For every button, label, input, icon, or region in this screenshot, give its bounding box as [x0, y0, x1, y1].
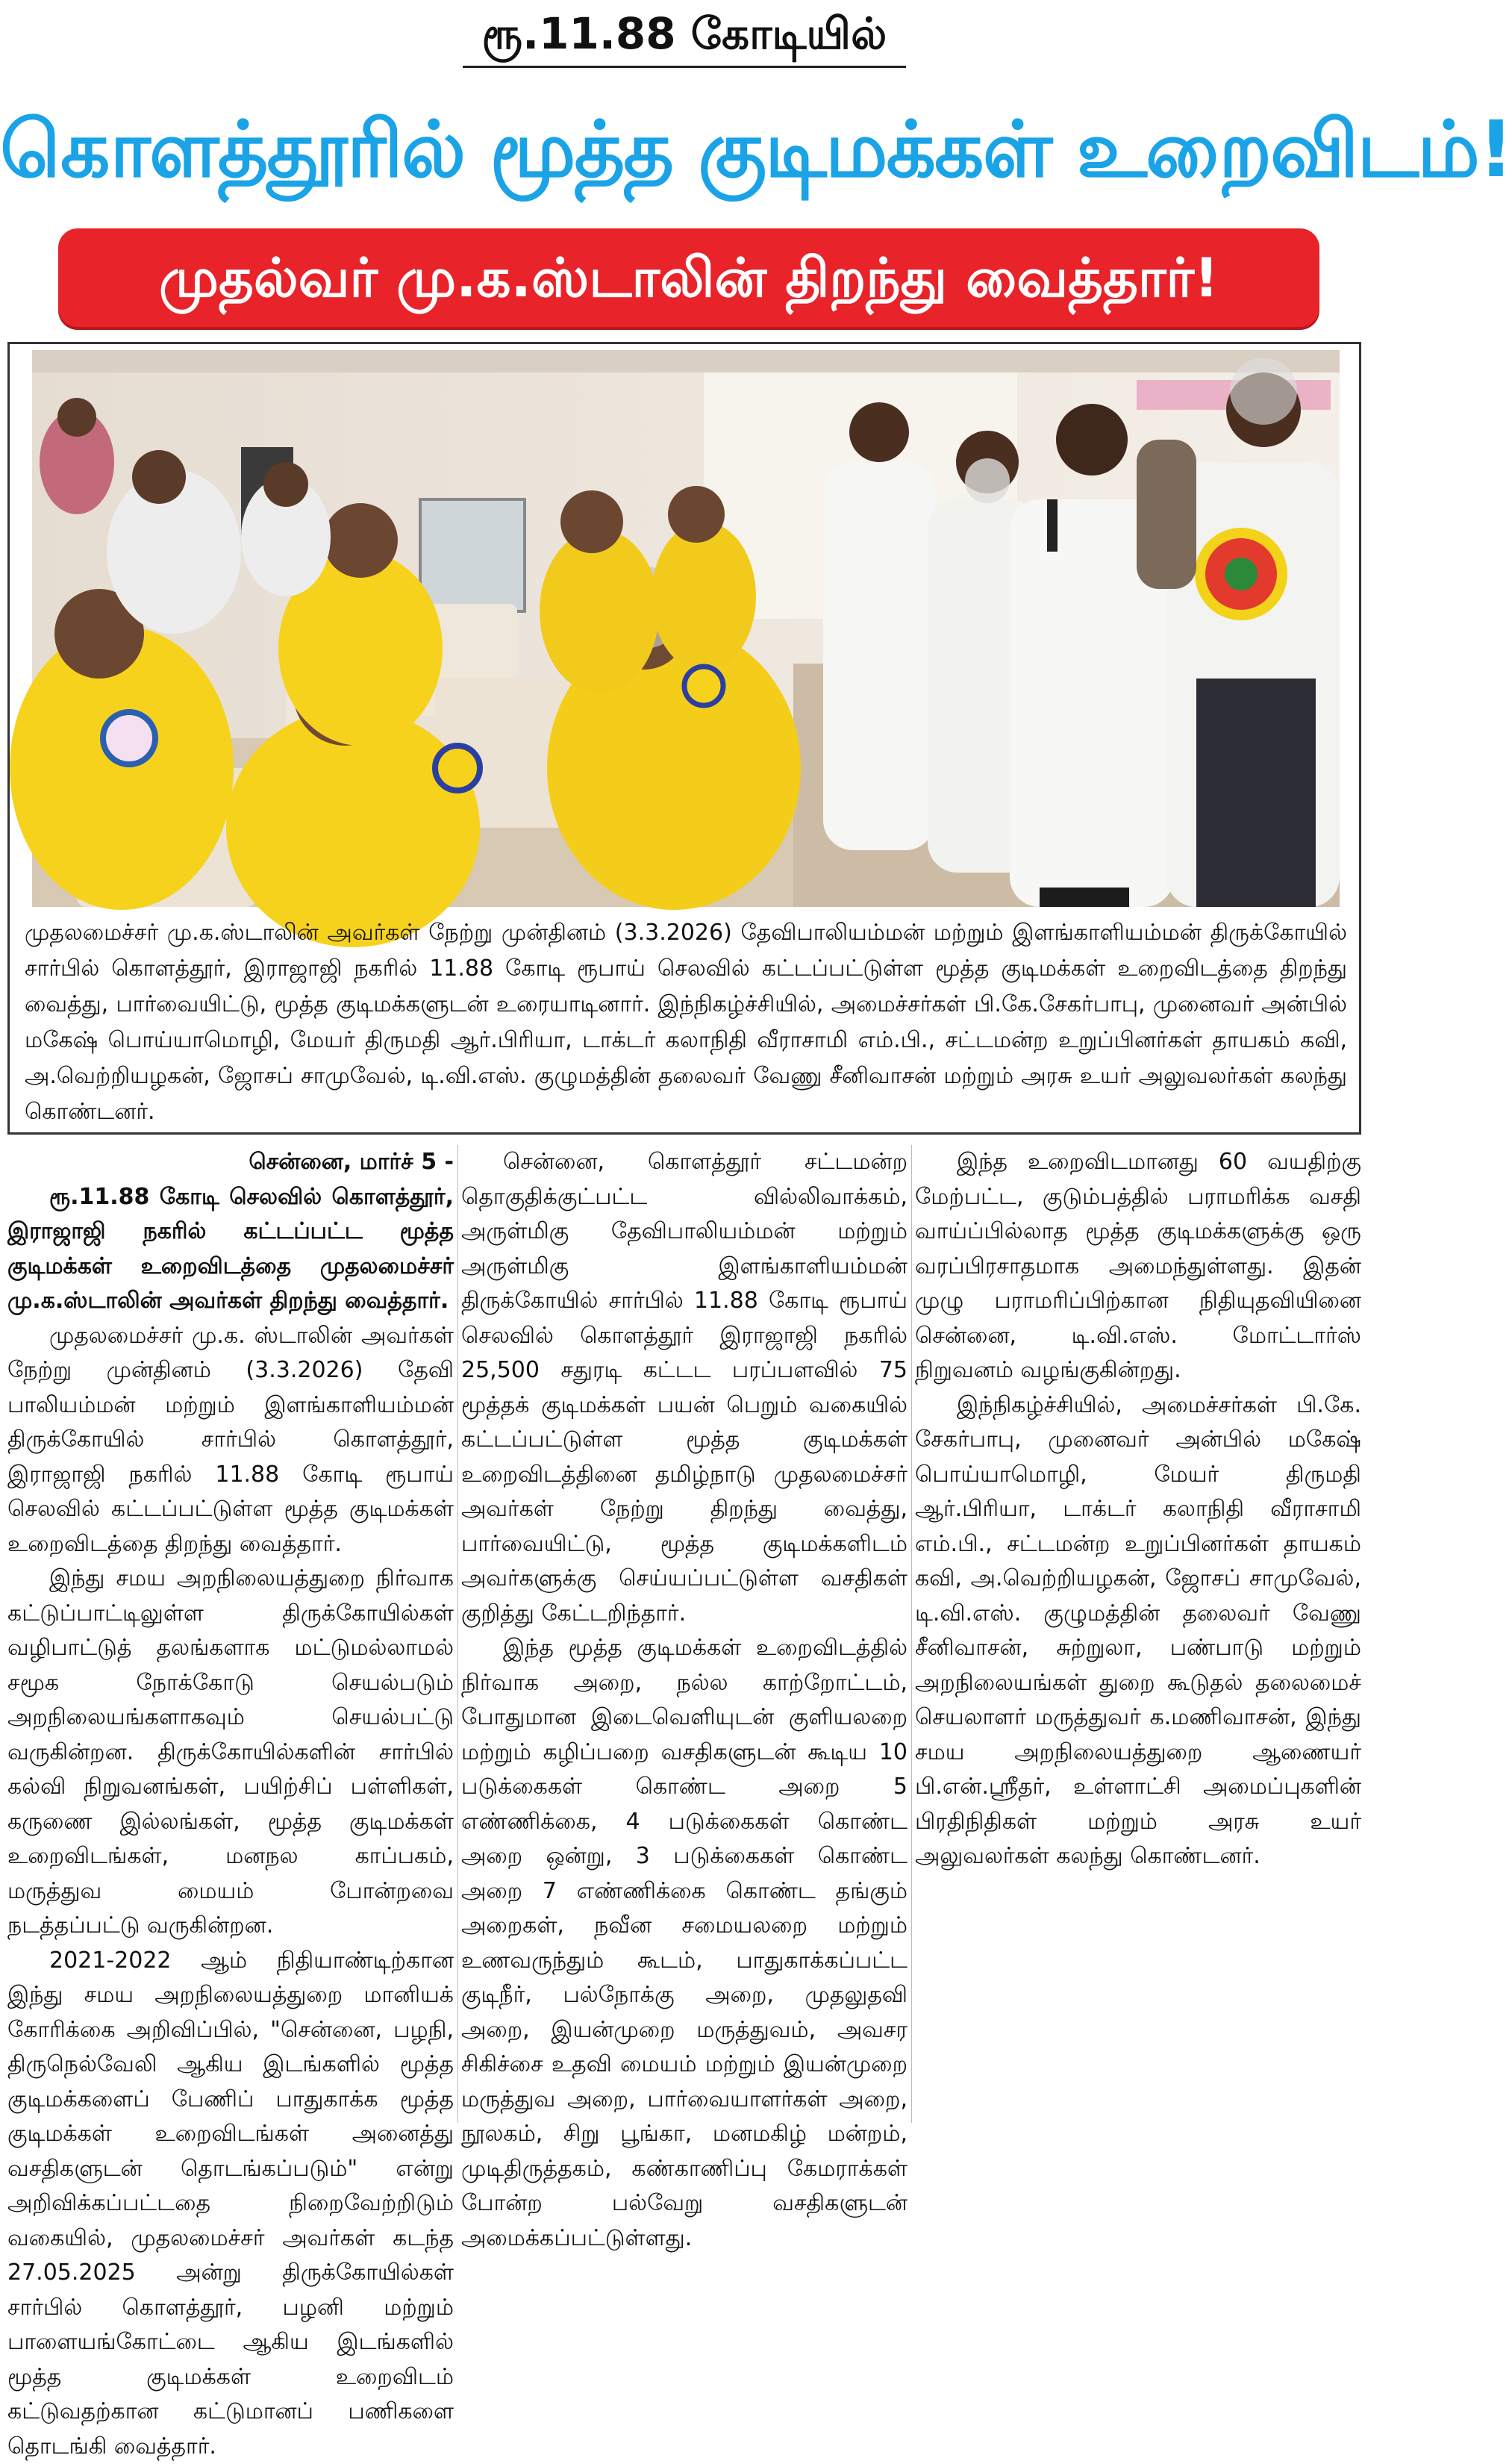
article-paragraph: இந்த மூத்த குடிமக்கள் உறைவிடத்தில் நிர்வாக அறை, நல்ல காற்றோட்டம், போதுமான இடைவெளியுடன் குளியலறை மற்றும் கழிப்பறை வசதிகளுடன் கூடிய 10 படுக்கைகள் கொண்ட அறை 5 எண்ணிக்கை, 4 படுக்கைகள் கொண்ட அறை ஒன்று, 3 படுக்கைகள் கொண்ட அறை 7 எண்ணிக்கை கொண்ட தங்கும் அறைகள், நவீன சமையலறை மற்றும் உணவருந்தும் கூடம், பாதுகாக்கப்பட்ட குடிநீர், பல்நோக்கு அறை, முதலுதவி அறை, இயன்முறை மருத்துவம், அவசர சிகிச்சை உதவி மையம் மற்றும் இயன்முறை மருத்துவ அறை, பார்வையாளர்கள் அறை, நூலகம், சிறு பூங்கா, மனமகிழ் மன்றம், முடிதிருத்தகம், கண்காணிப்பு கேமராக்கள் போன்ற பல்வேறு வசதிகளுடன் அமைக்கப்பட்டுள்ளது.: [461, 1631, 907, 2256]
photo-caption: முதலமைச்சர் மு.க.ஸ்டாலின் அவர்கள் நேற்று முன்தினம் (3.3.2026) தேவிபாலியம்மன் மற்றும் இளங்காளியம்மன் திருக்கோயில் சார்பில் கொளத்தூர், இராஜாஜி நகரில் 11.88 கோடி ரூபாய் செலவில் கட்டப்பட்டுள்ள மூத்த குடிமக்கள் உறைவிடத்தை திறந்து வைத்து, பார்வையிட்டு, மூத்த குடிமக்களுடன் உரையாடினார். இந்நிகழ்ச்சியில், அமைச்சர்கள் பி.கே.சேகர்பாபு, முனைவர் அன்பில் மகேஷ் பொய்யாமொழி, மேயர் திருமதி ஆர்.பிரியா, டாக்டர் கலாநிதி வீராசாமி எம்.பி., சட்டமன்ற உறுப்பினர்கள் தாயகம் கவி, அ.வெற்றியழகன், ஜோசப் சாமுவேல், டி.வி.எஸ். குழுமத்தின் தலைவர் வேணு சீனிவாசன் மற்றும் அரசு உயர் அலுவலர்கள் கலந்து கொண்டனர்.: [25, 915, 1347, 1130]
article-column-1: [7, 1145, 454, 2123]
article-paragraph: முதலமைச்சர் மு.க. ஸ்டாலின் அவர்கள் நேற்று முன்தினம் (3.3.2026) தேவி பாலியம்மன் மற்றும் இளங்காளியம்மன் திருக்கோயில் சார்பில் கொளத்தூர், இராஜாஜி நகரில் 11.88 கோடி ரூபாய் செலவில் கட்டப்பட்டுள்ள மூத்த குடிமக்கள் உறைவிடத்தை திறந்து வைத்தார்.: [7, 1319, 454, 1562]
article-paragraph: இந்நிகழ்ச்சியில், அமைச்சர்கள் பி.கே. சேகர்பாபு, முனைவர் அன்பில் மகேஷ் பொய்யாமொழி, மேயர் திருமதி ஆர்.பிரியா, டாக்டர் கலாநிதி வீராசாமி எம்.பி., சட்டமன்ற உறுப்பினர்கள் தாயகம் கவி, அ.வெற்றியழகன், ஜோசப் சாமுவேல், டி.வி.எஸ். குழுமத்தின் தலைவர் வேணு சீனிவாசன், சுற்றுலா, பண்பாடு மற்றும் அறநிலையங்கள் துறை கூடுதல் தலைமைச் செயலாளர் மருத்துவர் க.மணிவாசன், இந்து சமய அறநிலையத்துறை ஆணையர் பி.என்.ஸ்ரீதர், உள்ளாட்சி அமைப்புகளின் பிரதிநிதிகள் மற்றும் அரசு உயர் அலுவலர்கள் கலந்து கொண்டனர்.: [915, 1388, 1361, 1874]
article-paragraph: 2021-2022 ஆம் நிதியாண்டிற்கான இந்து சமய அறநிலையத்துறை மானியக் கோரிக்கை அறிவிப்பில், "சென்னை, பழநி, திருநெல்வேலி ஆகிய இடங்களில் மூத்த குடிமக்களைப் பேணிப் பாதுகாக்க மூத்த குடிமக்கள் உறைவிடங்கள் அனைத்து வசதிகளுடன் தொடங்கப்படும்" என்று அறிவிக்கப்பட்டதை நிறைவேற்றிடும் வகையில், முதலமைச்சர் அவர்கள் கடந்த 27.05.2025 அன்று திருக்கோயில்கள் சார்பில் கொளத்தூர், பழனி மற்றும் பாளையங்கோட்டை ஆகிய இடங்களில் மூத்த குடிமக்கள் உறைவிடம் கட்டுவதற்கான கட்டுமானப் பணிகளை தொடங்கி வைத்தார்.: [7, 1944, 454, 2464]
kicker-headline: ரூ.11.88 கோடியில்: [0, 7, 1369, 60]
article-column-2: [461, 1145, 907, 2123]
photo-box: [7, 342, 1361, 1135]
kicker-underline: [463, 66, 906, 68]
article-column-3: [915, 1145, 1361, 2123]
article-paragraph: சென்னை, கொளத்தூர் சட்டமன்ற தொகுதிக்குட்பட்ட வில்லிவாக்கம், அருள்மிகு தேவிபாலியம்மன் மற்றும் அருள்மிகு இளங்காளியம்மன் திருக்கோயில் சார்பில் 11.88 கோடி ரூபாய் செலவில் கொளத்தூர் இராஜாஜி நகரில் 25,500 சதுரடி கட்டட பரப்பளவில் 75 மூத்தக் குடிமக்கள் பயன் பெறும் வகையில் கட்டப்பட்டுள்ள மூத்த குடிமக்கள் உறைவிடத்தினை தமிழ்நாடு முதலமைச்சர் அவர்கள் நேற்று திறந்து வைத்து, பார்வையிட்டு, மூத்த குடிமக்களிடம் அவர்களுக்கு செய்யப்பட்டுள்ள வசதிகள் குறித்து கேட்டறிந்தார்.: [461, 1145, 907, 1631]
subheadline-banner: முதல்வர் மு.க.ஸ்டாலின் திறந்து வைத்தார்!: [58, 228, 1319, 327]
article-dateline: சென்னை, மார்ச் 5 -: [7, 1145, 454, 1180]
article-paragraph: இந்து சமய அறநிலையத்துறை நிர்வாக கட்டுப்பாட்டிலுள்ள திருக்கோயில்கள் வழிபாட்டுத் தலங்களாக மட்டுமல்லாமல் சமூக நோக்கோடு செயல்படும் அறநிலையங்களாகவும் செயல்பட்டு வருகின்றன. திருக்கோயில்களின் சார்பில் கல்வி நிறுவனங்கள், பயிற்சிப் பள்ளிகள், கருணை இல்லங்கள், மூத்த குடிமக்கள் உறைவிடங்கள், மனநல காப்பகம், மருத்துவ மையம் போன்றவை நடத்தப்பட்டு வருகின்றன.: [7, 1562, 454, 1944]
column-divider: [457, 1145, 458, 2123]
article-body: [7, 1145, 1361, 2123]
event-photo: [32, 350, 1340, 907]
column-divider: [911, 1145, 912, 2123]
event-photo-illustration: [32, 350, 1340, 907]
main-headline: கொளத்தூரில் மூத்த குடிமக்கள் உறைவிடம்!: [0, 90, 1369, 209]
article-paragraph: இந்த உறைவிடமானது 60 வயதிற்கு மேற்பட்ட, குடும்பத்தில் பராமரிக்க வசதி வாய்ப்பில்லாத மூத்த குடிமக்களுக்கு ஒரு வரப்பிரசாதமாக அமைந்துள்ளது. இதன் முழு பராமரிப்பிற்கான நிதியுதவியினை சென்னை, டி.வி.எஸ். மோட்டார்ஸ் நிறுவனம் வழங்குகின்றது.: [915, 1145, 1361, 1388]
article-lead: ரூ.11.88 கோடி செலவில் கொளத்தூர், இராஜாஜி நகரில் கட்டப்பட்ட மூத்த குடிமக்கள் உறைவிடத்தை முதலமைச்சர் மு.க.ஸ்டாலின் அவர்கள் திறந்து வைத்தார்.: [7, 1180, 454, 1319]
